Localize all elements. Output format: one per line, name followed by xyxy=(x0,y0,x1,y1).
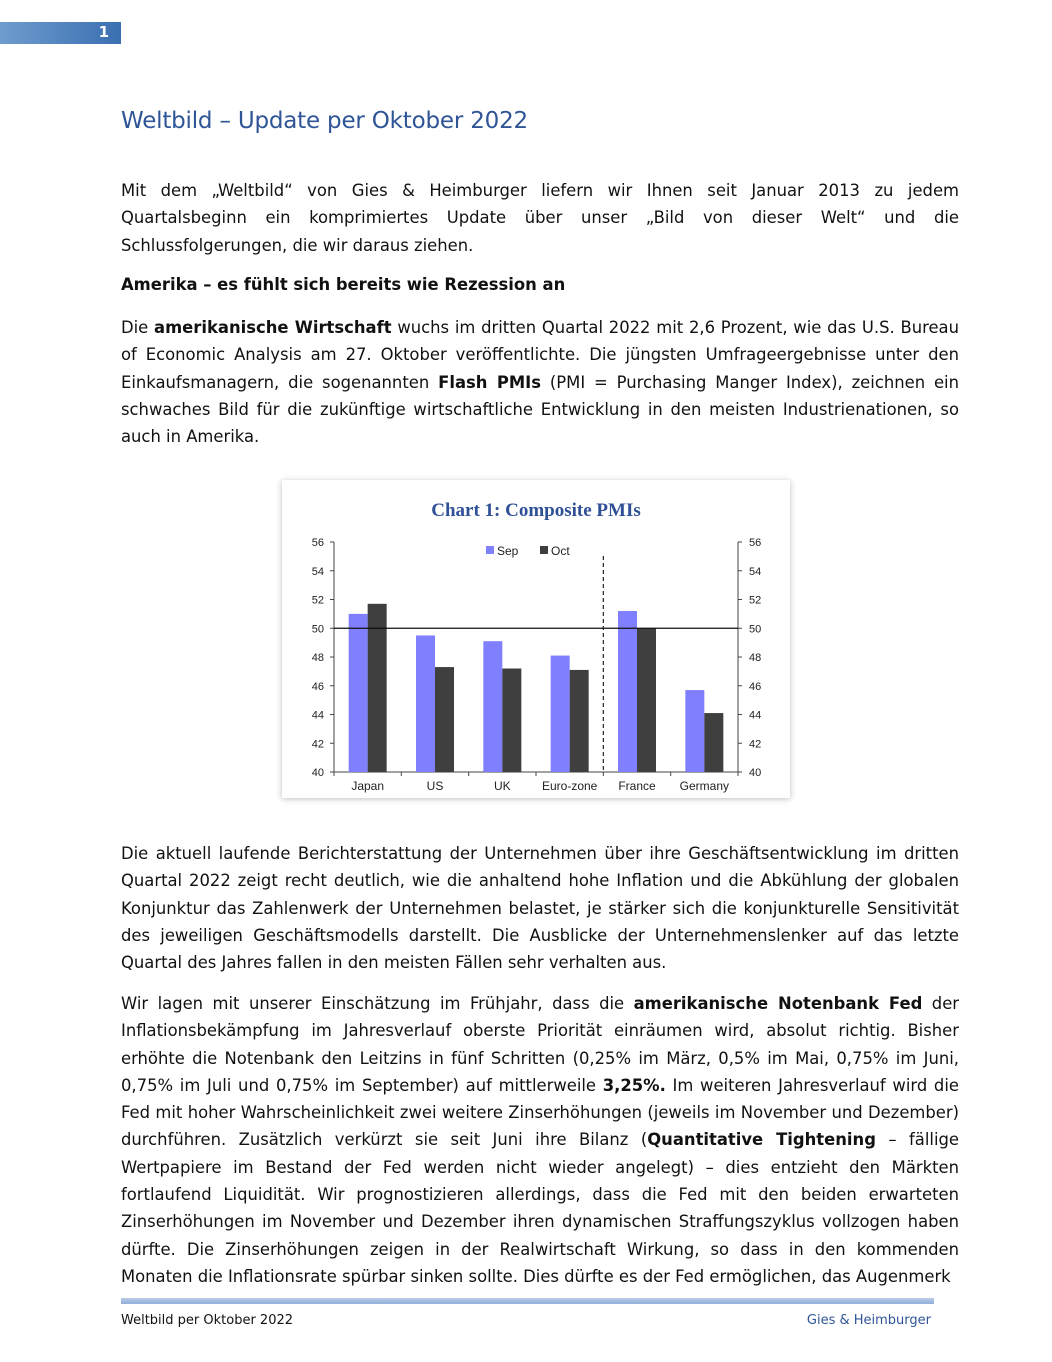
bar-oct-us xyxy=(435,667,454,772)
bar-sep-uk xyxy=(483,641,502,772)
bold-run: 3,25%. xyxy=(602,1075,666,1095)
bold-run: Quantitative Tightening xyxy=(647,1130,876,1150)
document-title: Weltbild – Update per Oktober 2022 xyxy=(121,108,528,134)
x-tick-label: Japan xyxy=(351,779,385,793)
legend-swatch-sep xyxy=(486,546,494,554)
intro-paragraph: Mit dem „Weltbild“ von Gies & Heimburger liefern wir Ihnen seit Januar 2013 zu jedem Quartalsbeginn ein komprimiertes Update über unser „Bild von dieser Welt“ und die Schlussfolgerungen, die wir daraus ziehen. xyxy=(121,181,959,255)
section-heading: Amerika – es fühlt sich bereits wie Rezession an xyxy=(121,275,566,294)
page-number-bar xyxy=(0,22,121,44)
bar-sep-us xyxy=(416,635,435,772)
y-tick-label-left: 54 xyxy=(311,565,324,578)
x-tick-label: France xyxy=(618,779,656,793)
y-tick-label-left: 42 xyxy=(311,738,324,751)
bar-oct-euro-zone xyxy=(570,670,589,772)
y-tick-label-left: 40 xyxy=(311,767,324,779)
x-tick-label: US xyxy=(426,779,444,793)
bar-oct-france xyxy=(637,628,656,772)
bold-run: amerikanische Notenbank Fed xyxy=(633,994,923,1013)
bold-run: amerikanische Wirtschaft xyxy=(154,318,392,337)
bar-oct-germany xyxy=(704,713,723,772)
composite-pmi-chart xyxy=(282,480,790,798)
y-tick-label-left: 52 xyxy=(311,594,324,607)
footer-rule xyxy=(121,1298,934,1304)
text-run: Die xyxy=(121,318,155,337)
bar-sep-japan xyxy=(349,614,368,772)
y-tick-label-right: 56 xyxy=(749,537,762,549)
bar-sep-euro-zone xyxy=(551,656,570,772)
bar-sep-germany xyxy=(685,690,704,772)
legend-label-oct: Oct xyxy=(551,544,570,558)
y-tick-label-left: 44 xyxy=(311,709,324,722)
x-tick-label: Germany xyxy=(679,779,730,793)
legend-label-sep: Sep xyxy=(497,544,519,558)
paragraph-fed xyxy=(121,990,959,1290)
bold-run: Flash PMIs xyxy=(438,372,541,392)
bar-sep-france xyxy=(618,611,637,772)
page-number: 1 xyxy=(98,23,109,41)
chart-title: Chart 1: Composite PMIs xyxy=(431,500,641,521)
chart-figure xyxy=(282,480,790,798)
paragraph-economy xyxy=(121,314,959,450)
legend-swatch-oct xyxy=(540,546,548,554)
text-run: Im weiteren Jahresverlauf wird die Fed mit hoher Wahrscheinlichkeit zwei weitere Zinserhöhungen (jeweils im November und Dezember) durchführen. Zusätzlich verkürzt sie seit Juni ihre Bilanz ( xyxy=(121,1075,959,1150)
bar-oct-japan xyxy=(368,604,387,772)
paragraph-earnings: Die aktuell laufende Berichterstattung der Unternehmen über ihre Geschäftsentwicklung im dritten Quartal 2022 zeigt recht deutlich, wie die anhaltend hohe Inflation und die Abkühlung der globalen Konjunktur das Zahlenwerk der Unternehmen belastet, je stärker sich die konjunkturelle Sensitivität des jeweiligen Geschäftsmodells darstellt. Die Ausblicke der Unternehmenslenker auf das letzte Quartal des Jahres fallen in den meisten Fällen sehr verhalten aus. xyxy=(121,844,959,973)
y-tick-label-left: 46 xyxy=(311,680,324,693)
y-tick-label-left: 56 xyxy=(311,537,324,549)
y-tick-label-right: 42 xyxy=(749,738,762,751)
y-tick-label-right: 54 xyxy=(749,565,762,578)
y-tick-label-right: 48 xyxy=(749,652,762,664)
bar-oct-uk xyxy=(502,669,521,773)
footer-document-name: Weltbild per Oktober 2022 xyxy=(121,1313,294,1328)
footer-company-name: Gies & Heimburger xyxy=(806,1313,931,1328)
y-tick-label-right: 44 xyxy=(749,709,762,722)
text-run: (PMI = Purchasing Manger Index), zeichnen ein schwaches Bild für die zukünftige wirtschaftliche Entwicklung in den meisten Industrienationen, so auch in Amerika. xyxy=(121,372,959,447)
y-tick-label-right: 46 xyxy=(749,680,762,693)
x-tick-label: Euro-zone xyxy=(541,779,598,793)
y-tick-label-right: 52 xyxy=(749,594,762,607)
y-tick-label-right: 50 xyxy=(749,623,762,636)
y-tick-label-left: 48 xyxy=(311,652,324,664)
text-run: wuchs im dritten Quartal 2022 mit 2,6 Prozent, wie das U.S. Bureau of Economic Analysis am 27. Oktober veröffentlichte. Die jüngsten Umfrageergebnisse unter den Einkaufsmanagern, die sogenannten xyxy=(121,318,959,392)
text-run: Wir lagen mit unserer Einschätzung im Frühjahr, dass die xyxy=(121,994,634,1013)
text-run: der Inflationsbekämpfung im Jahresverlauf oberste Priorität einräumen wird, absolut richtig. Bisher erhöhte die Notenbank den Leitzins in fünf Schritten (0,25% im März, 0,5% im Mai, 0,75% im Juni, 0,75% im Juli und 0,75% im September) auf mittlerweile xyxy=(121,994,960,1095)
y-tick-label-right: 40 xyxy=(749,767,762,779)
text-run: – fällige Wertpapiere im Bestand der Fed werden nicht wieder angelegt) – dies entzieht den Märkten fortlaufend Liquidität. Wir prognostizieren allerdings, dass die Fed mit den beiden erwarteten Zinserhöhungen im November und Dezember ihren dynamischen Straffungszyklus vollzogen haben dürfte. Die Zinserhöhungen zeigen in der Realwirtschaft Wirkung, so dass in den kommenden Monaten die Inflationsrate spürbar sinken sollte. Dies dürfte es der Fed ermöglichen, das Augenmerk xyxy=(121,1130,959,1286)
x-tick-label: UK xyxy=(493,779,511,793)
y-tick-label-left: 50 xyxy=(311,623,324,636)
